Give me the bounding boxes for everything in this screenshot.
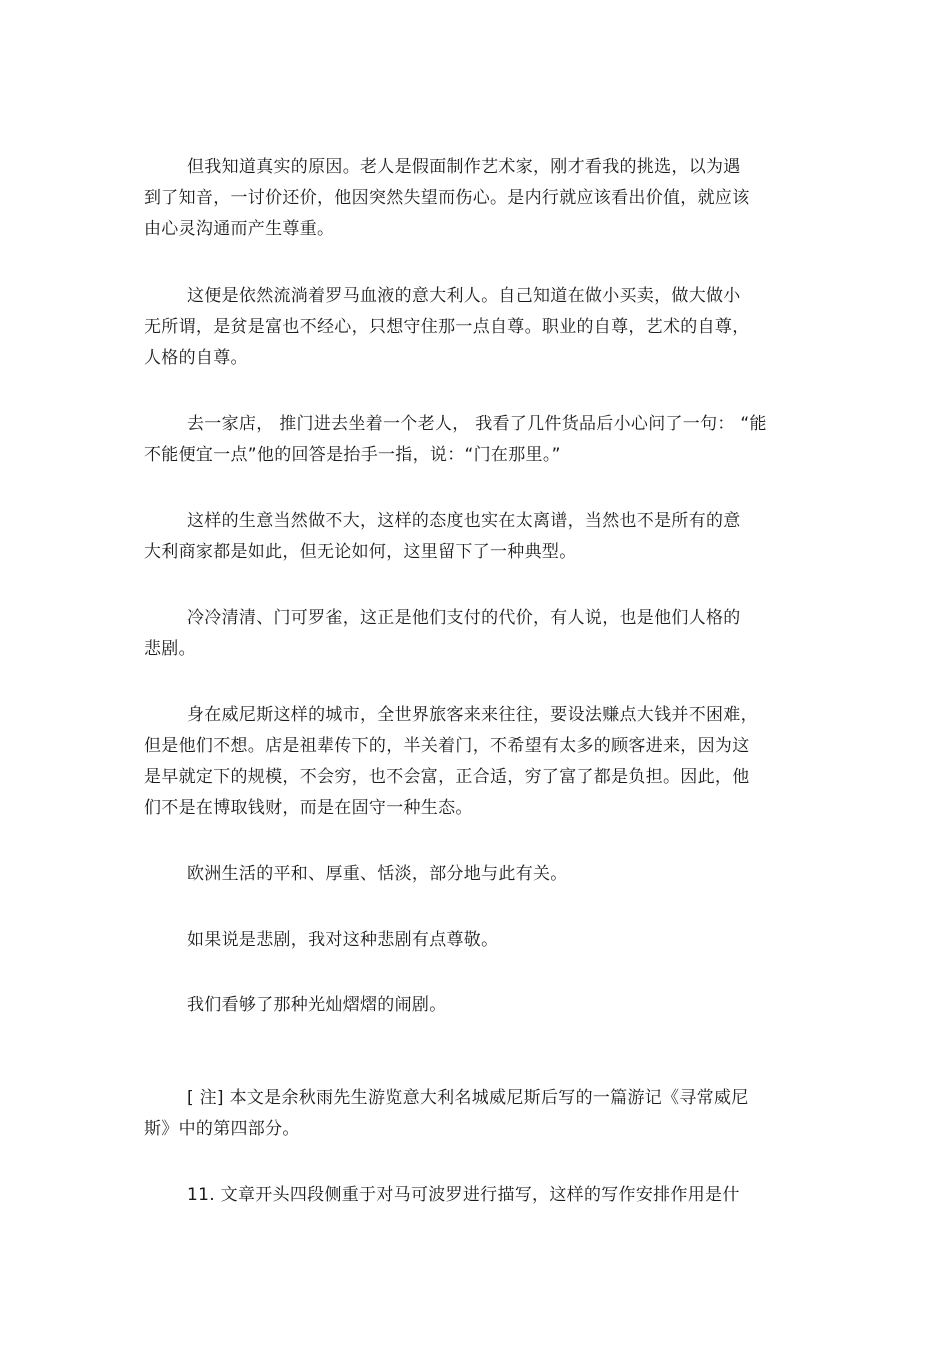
text-line: 大利商家都是如此，但无论如何，这里留下了一种典型。: [144, 542, 577, 562]
text-line: 冷冷清清、门可罗雀，这正是他们支付的代价，有人说，也是他们人格的: [187, 608, 741, 628]
text-line: 们不是在博取钱财，而是在固守一种生态。: [144, 798, 473, 818]
text-line: 11. 文章开头四段侧重于对马可波罗进行描写，这样的写作安排作用是什: [187, 1185, 740, 1205]
text-line: 这便是依然流淌着罗马血液的意大利人。自己知道在做小买卖，做大做小: [187, 286, 741, 306]
text-line: 这样的生意当然做不大，这样的态度也实在太离谱，当然也不是所有的意: [187, 511, 741, 531]
text-line: 到了知音，一讨价还价，他因突然失望而伤心。是内行就应该看出价值，就应该: [144, 188, 750, 208]
text-line: 不能便宜一点”他的回答是抬手一指，说：“门在那里。”: [144, 445, 561, 465]
text-line: 悲剧。: [144, 639, 196, 659]
text-line: 身在威尼斯这样的城市，全世界旅客来来往往，要设法赚点大钱并不困难，: [187, 705, 758, 725]
text-line: 但是他们不想。店是祖辈传下的，半关着门，不希望有太多的顾客进来，因为这: [144, 736, 750, 756]
text-line: 如果说是悲剧，我对这种悲剧有点尊敬。: [187, 930, 499, 950]
text-line: 由心灵沟通而产生尊重。: [144, 219, 335, 239]
text-line: 去一家店， 推门进去坐着一个老人， 我看了几件货品后小心问了一句： “能: [187, 414, 767, 434]
text-line: [ 注] 本文是余秋雨先生游览意大利名城威尼斯后写的一篇游记《寻常威尼: [187, 1088, 749, 1108]
text-line: 是早就定下的规模，不会穷，也不会富，正合适，穷了富了都是负担。因此，他: [144, 767, 750, 787]
text-line: 人格的自尊。: [144, 348, 248, 368]
text-line: 无所谓，是贫是富也不经心，只想守住那一点自尊。职业的自尊，艺术的自尊，: [144, 317, 750, 337]
text-line: 欧洲生活的平和、厚重、恬淡，部分地与此有关。: [187, 864, 568, 884]
text-line: 但我知道真实的原因。老人是假面制作艺术家，刚才看我的挑选，以为遇: [187, 157, 741, 177]
text-line: 斯》中的第四部分。: [144, 1119, 300, 1139]
text-line: 我们看够了那种光灿熠熠的闹剧。: [187, 995, 447, 1015]
